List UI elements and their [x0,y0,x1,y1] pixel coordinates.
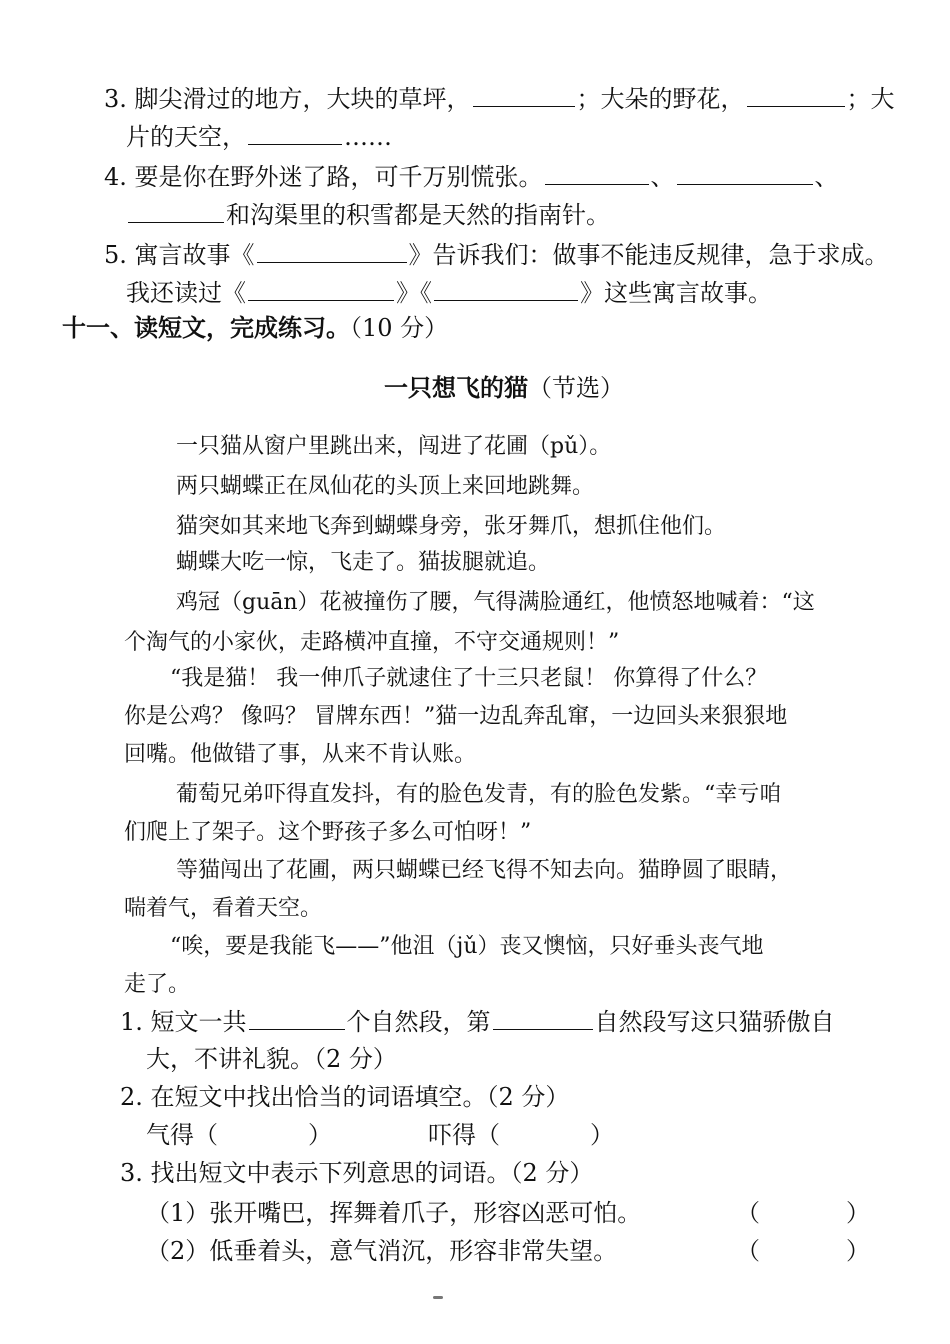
question-1-line2: 大，不讲礼貌。（2 分） [146,1045,397,1073]
fill-question-5-text: 5. 寓言故事《 [104,241,255,269]
question-1-text: 个自然段，第 [346,1008,491,1036]
scan-mark [433,1296,443,1299]
question-3-sub-1: （1）张开嘴巴，挥舞着爪子，形容凶恶可怕。 [146,1199,642,1227]
passage-line: 们爬上了架子。这个野孩子多么可怕呀！” [124,820,532,845]
question-3-prompt: 3. 找出短文中表示下列意思的词语。（2 分） [120,1159,594,1187]
fill-question-3-text: 3. 脚尖滑过的地方，大块的草坪， [104,85,471,113]
passage-line: 猫突如其来地飞奔到蝴蝶身旁，张牙舞爪，想抓住他们。 [176,514,727,539]
fill-question-4-text: 4. 要是你在野外迷了路，可千万别慌张。 [104,163,543,191]
question-2-item-1 [146,1119,332,1151]
fill-question-4-text: 和沟渠里的积雪都是天然的指南针。 [226,201,610,229]
section-heading [62,312,448,344]
answer-blank[interactable] [128,198,224,223]
fill-question-5-line1 [104,238,889,271]
fill-question-5-text: 》这些寓言故事。 [580,279,772,307]
close-paren: ） [846,1237,870,1265]
passage-title [384,372,624,404]
question-3-sub-2: （2）低垂着头，意气消沉，形容非常失望。 [146,1237,618,1265]
fill-question-5-line2 [126,276,772,309]
fill-question-3-text: …… [344,123,392,151]
fill-question-3-line2 [126,120,392,153]
answer-blank[interactable] [473,82,575,107]
section-points: （10 分） [350,314,449,342]
close-paren: ） [590,1121,614,1149]
answer-blank[interactable] [249,1005,345,1030]
passage-line: 回嘴。他做错了事，从来不肯认账。 [124,742,477,767]
fill-question-4-line1 [104,160,839,193]
answer-blank[interactable] [545,160,649,185]
question-2-prompt: 2. 在短文中找出恰当的词语填空。（2 分） [120,1083,570,1111]
question-2-item-2 [428,1119,614,1151]
answer-blank[interactable] [248,120,342,145]
passage-line: 你是公鸡？ 像吗？ 冒牌东西！”猫一边乱奔乱窜，一边回头来狠狠地 [124,704,788,729]
fill-question-3-text: ；大 [846,85,895,113]
passage-line: 蝴蝶大吃一惊，飞走了。猫拔腿就追。 [176,550,551,575]
section-heading-text: 十一、读短文，完成练习。 [62,313,350,342]
open-paren: （ [736,1199,760,1227]
fill-question-4-text: 、 [650,163,675,191]
question-1-line1 [120,1005,835,1038]
fill-question-4-line2 [126,198,610,231]
passage-line: 个淘气的小家伙，走路横冲直撞，不守交通规则！” [124,630,620,655]
question-1-text: 自然段写这只猫骄傲自 [594,1008,835,1036]
answer-blank[interactable] [248,276,394,301]
question-2-item-1-label: 气得（ [146,1121,218,1149]
open-paren: （ [736,1237,760,1265]
answer-blank[interactable] [434,276,578,301]
fill-question-3-text: ；大朵的野花， [576,85,745,113]
close-paren: ） [308,1121,332,1149]
close-paren: ） [846,1199,870,1227]
answer-blank[interactable] [747,82,845,107]
fill-question-4-text: 、 [814,163,839,191]
answer-blank[interactable] [493,1005,593,1030]
fill-question-5-text: 》告诉我们：做事不能违反规律，急于求成。 [408,241,889,269]
passage-line: “我是猫！ 我一伸爪子就逮住了十三只老鼠！ 你算得了什么？ [170,666,768,691]
passage-line: 鸡冠（guān）花被撞伤了腰，气得满脸通红，他愤怒地喊着：“这 [176,590,815,615]
fill-question-3-text: 片的天空， [126,123,246,151]
fill-question-5-text: 》《 [396,279,432,307]
passage-line: 喘着气，看着天空。 [124,896,323,921]
passage-line: 等猫闯出了花圃，两只蝴蝶已经飞得不知去向。猫睁圆了眼睛， [176,858,793,883]
question-1-text: 1. 短文一共 [120,1008,247,1036]
answer-blank[interactable] [677,160,813,185]
question-2-item-2-label: 吓得（ [428,1121,500,1149]
passage-line: “唉，要是我能飞——”他沮（jǔ）丧又懊恼，只好垂头丧气地 [170,934,764,959]
fill-question-5-text: 我还读过《 [126,279,246,307]
fill-question-3-line1 [104,82,895,115]
passage-line: 两只蝴蝶正在凤仙花的头顶上来回地跳舞。 [176,474,595,499]
passage-line: 一只猫从窗户里跳出来，闯进了花圃（pǔ）。 [176,434,612,459]
passage-subtitle: （节选） [528,374,624,402]
passage-line: 葡萄兄弟吓得直发抖，有的脸色发青，有的脸色发紫。“幸亏咱 [176,782,782,807]
passage-line: 走了。 [124,972,191,997]
answer-blank[interactable] [257,238,407,263]
passage-title-text: 一只想飞的猫 [384,373,528,402]
